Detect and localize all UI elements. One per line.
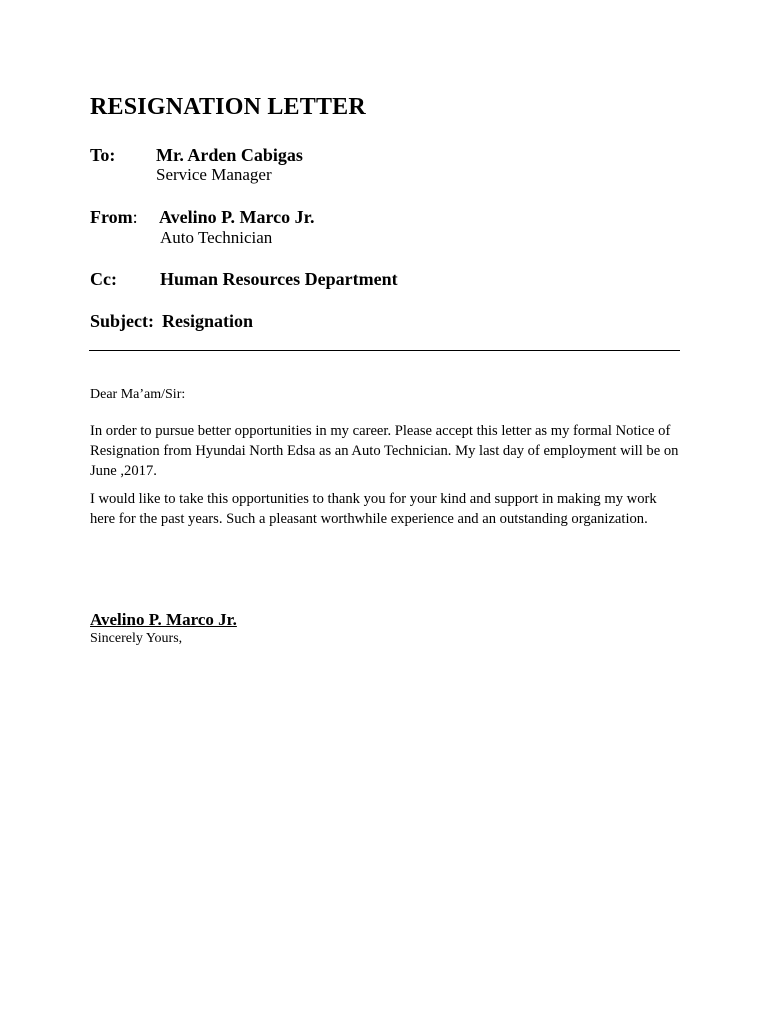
from-position: Auto Technician [160, 228, 273, 247]
signature-name: Avelino P. Marco Jr. [90, 610, 237, 629]
salutation: Dear Ma’am/Sir: [90, 387, 186, 402]
from-label-colon: : [132, 207, 138, 227]
header-divider [89, 350, 680, 351]
body-paragraph-2: I would like to take this opportunities to thank you for your kind and support in making my work here for the past years. Such a pleasant worthwhile experience and an outstanding organization. [90, 491, 657, 527]
from-label-text: From [90, 207, 133, 227]
to-label: To: [90, 145, 116, 165]
from-label [90, 207, 138, 228]
cc-value: Human Resources Department [160, 269, 398, 289]
closing-text: Sincerely Yours, [90, 631, 183, 646]
subject-value: Resignation [162, 311, 254, 331]
subject-label: Subject: [90, 311, 154, 331]
cc-label: Cc: [90, 269, 117, 289]
body-paragraph-1: In order to pursue better opportunities in my career. Please accept this letter as my formal Notice of Resignation from Hyundai North Edsa as an Auto Technician. My last day of employment will be on June ,2017. [90, 423, 679, 479]
letter-title: RESIGNATION LETTER [90, 94, 366, 120]
to-position: Service Manager [156, 165, 272, 184]
to-name: Mr. Arden Cabigas [156, 145, 303, 165]
from-name: Avelino P. Marco Jr. [159, 207, 315, 227]
